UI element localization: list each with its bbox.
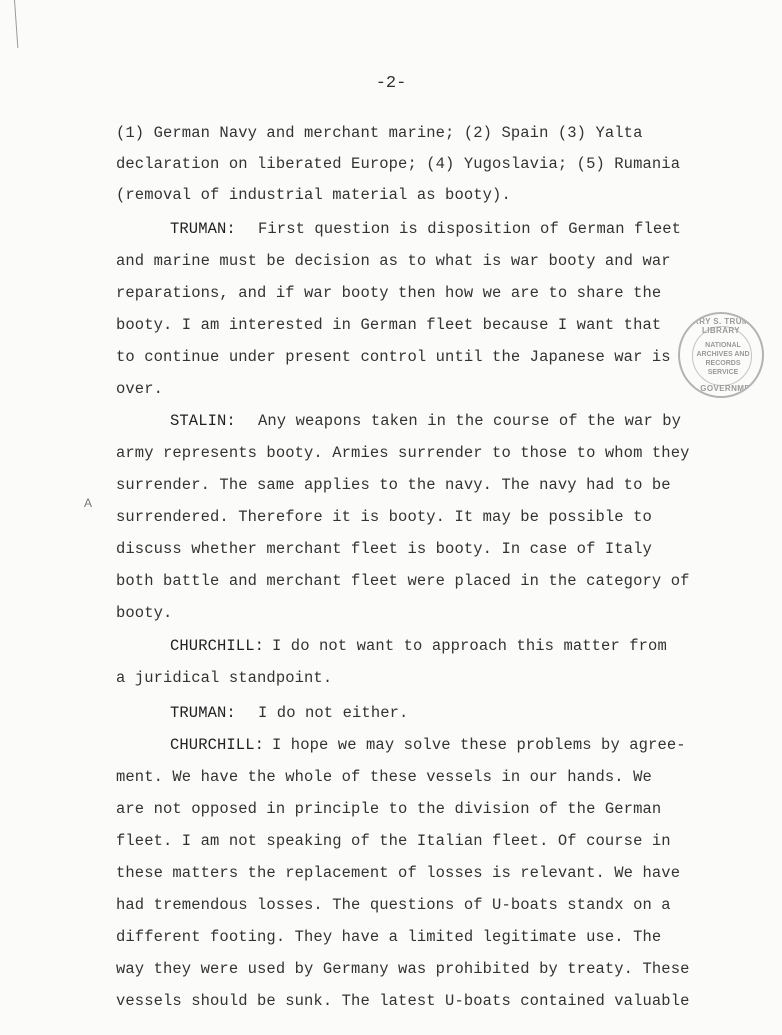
stamp-bottom-text: U.S. GOVERNMENT — [680, 384, 762, 393]
text-line: both battle and merchant fleet were placed in the category of — [116, 572, 690, 590]
text-line: booty. I am interested in German fleet because I want that — [116, 316, 662, 334]
text-line: I do not either. — [258, 704, 409, 722]
text-line: are not opposed in principle to the division of the German — [116, 800, 662, 818]
text-line: booty. — [116, 604, 173, 622]
text-line: discuss whether merchant fleet is booty. In case of Italy — [116, 540, 652, 558]
archive-stamp — [678, 312, 764, 398]
text-line: ment. We have the whole of these vessels in our hands. We — [116, 768, 652, 786]
speaker-stalin: STALIN: — [170, 412, 236, 430]
text-line: I hope we may solve these problems by agree- — [272, 736, 686, 754]
text-line: declaration on liberated Europe; (4) Yugoslavia; (5) Rumania — [116, 155, 681, 173]
text-line: (1) German Navy and merchant marine; (2) Spain (3) Yalta — [116, 124, 643, 142]
text-line: a juridical standpoint. — [116, 669, 333, 687]
text-line: and marine must be decision as to what is war booty and war — [116, 252, 671, 270]
text-line: vessels should be sunk. The latest U-boats contained valuable — [116, 992, 690, 1010]
speaker-truman: TRUMAN: — [170, 704, 236, 722]
text-line: different footing. They have a limited legitimate use. The — [116, 928, 662, 946]
stamp-middle-text: NATIONAL ARCHIVES AND RECORDS SERVICE — [696, 342, 750, 376]
text-line: these matters the replacement of losses is relevant. We have — [116, 864, 681, 882]
text-line: reparations, and if war booty then how we are to share the — [116, 284, 662, 302]
text-line: Any weapons taken in the course of the war by — [258, 412, 682, 430]
text-line: had tremendous losses. The questions of U-boats standx on a — [116, 896, 671, 914]
speaker-churchill: CHURCHILL: — [170, 736, 265, 754]
page-edge-mark — [14, 0, 21, 48]
text-line: fleet. I am not speaking of the Italian fleet. Of course in — [116, 832, 671, 850]
text-line: surrender. The same applies to the navy. The navy had to be — [116, 476, 671, 494]
text-line: First question is disposition of German fleet — [258, 220, 682, 238]
text-line: (removal of industrial material as booty). — [116, 186, 511, 204]
margin-mark: A — [84, 496, 93, 510]
stamp-top-text: HARRY S. TRUMAN LIBRARY — [680, 317, 762, 335]
text-line: way they were used by Germany was prohibited by treaty. These — [116, 960, 690, 978]
text-line: over. — [116, 380, 164, 398]
page-number: -2- — [375, 74, 407, 93]
speaker-truman: TRUMAN: — [170, 220, 236, 238]
text-line: I do not want to approach this matter from — [272, 637, 667, 655]
speaker-churchill: CHURCHILL: — [170, 637, 265, 655]
text-line: surrendered. Therefore it is booty. It may be possible to — [116, 508, 652, 526]
text-line: army represents booty. Armies surrender to those to whom they — [116, 444, 690, 462]
text-line: to continue under present control until the Japanese war is — [116, 348, 671, 366]
